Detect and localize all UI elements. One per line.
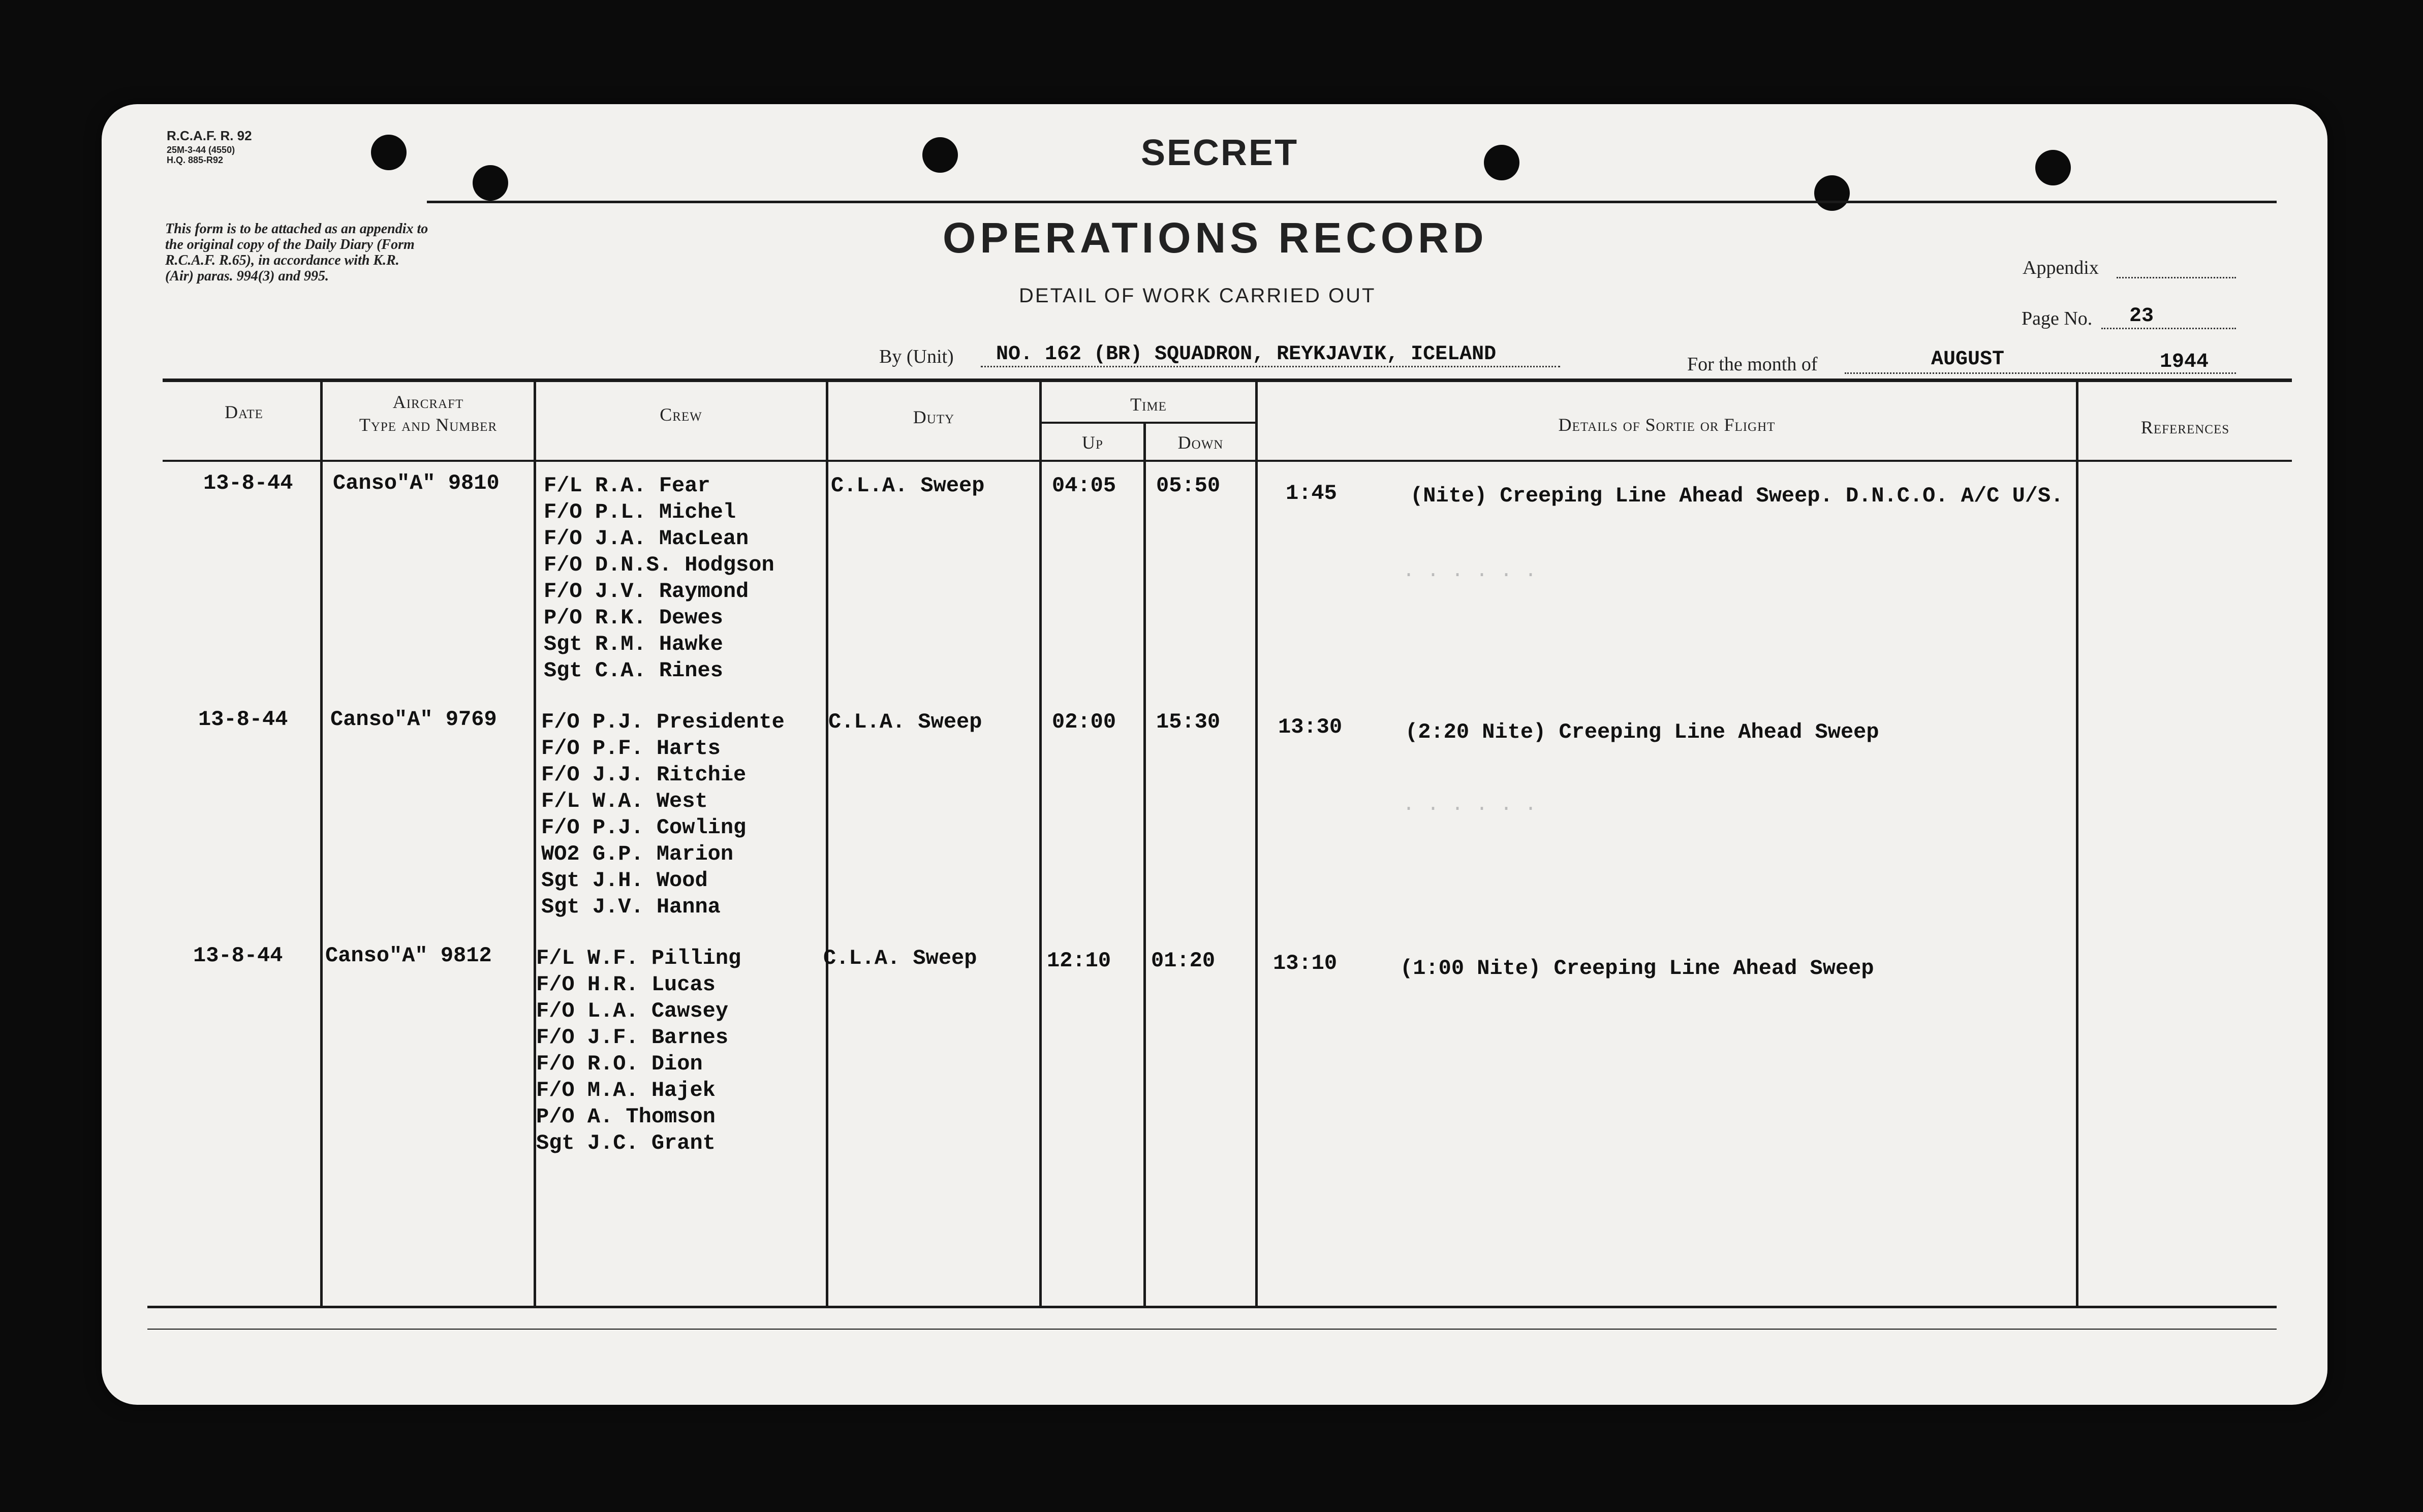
col-header-details: Details of Sortie or Flight xyxy=(1558,415,1776,435)
col-divider xyxy=(2076,381,2078,1306)
crew-member: P/O A. Thomson xyxy=(536,1105,716,1129)
table-row-duty: C.L.A. Sweep xyxy=(828,710,982,734)
top-rule xyxy=(427,201,2277,203)
crew-member: F/O J.A. MacLean xyxy=(544,526,749,551)
crew-member: Sgt R.M. Hawke xyxy=(544,632,723,656)
col-header-aircraft: Aircraft xyxy=(392,392,464,412)
col-header-references: References xyxy=(2140,417,2230,437)
header-bottom-rule xyxy=(163,460,2292,462)
table-row-up: 04:05 xyxy=(1052,474,1116,498)
col-header-date: Date xyxy=(225,402,263,422)
table-row-duty: C.L.A. Sweep xyxy=(823,946,977,970)
table-row-details: (2:20 Nite) Creeping Line Ahead Sweep xyxy=(1405,720,1879,744)
crew-member: F/L W.A. West xyxy=(541,789,708,813)
col-divider xyxy=(320,381,323,1306)
unit-field xyxy=(981,366,1560,367)
crew-member: WO2 G.P. Marion xyxy=(541,842,734,866)
table-row-aircraft: Canso"A" 9810 xyxy=(333,471,500,495)
page-no-value: 23 xyxy=(2129,305,2154,328)
bleed-through-text: · · · · · · xyxy=(1403,564,1537,587)
instruction-note: This form is to be attached as an appendix to the original copy of the Daily Diary (Form R.C.A.F. R.65), in accordance with K.R. (Air) paras. 994(3) and 995. xyxy=(165,221,428,284)
unit-value: NO. 162 (BR) SQUADRON, REYKJAVIK, ICELAND xyxy=(996,343,1497,366)
page-no-field xyxy=(2101,328,2236,329)
year-value: 1944 xyxy=(2160,351,2209,373)
month-label: For the month of xyxy=(1687,354,1818,375)
col-header-aircraft-sub: Type and Number xyxy=(359,415,498,435)
crew-list xyxy=(544,472,774,684)
crew-member: F/O D.N.S. Hodgson xyxy=(544,553,774,577)
crew-member: F/L R.A. Fear xyxy=(544,474,710,498)
col-header-crew: Crew xyxy=(660,404,702,425)
crew-member: F/O P.J. Presidente xyxy=(541,710,785,734)
punch-hole xyxy=(371,135,407,170)
bleed-through-text: · · · · · · xyxy=(1403,798,1537,821)
table-row-duty: C.L.A. Sweep xyxy=(831,474,985,498)
table-row-date: 13-8-44 xyxy=(203,471,293,495)
col-divider xyxy=(826,381,828,1306)
col-header-time: Time xyxy=(1130,394,1167,415)
col-divider xyxy=(1255,381,1258,1306)
table-top-rule xyxy=(163,379,2292,382)
punch-hole xyxy=(1814,175,1850,211)
table-row-down: 15:30 xyxy=(1156,710,1221,734)
punch-hole xyxy=(2035,150,2071,185)
table-row-up: 12:10 xyxy=(1047,949,1111,973)
crew-list xyxy=(536,945,741,1156)
col-divider xyxy=(1039,381,1042,1306)
table-row-duration: 13:10 xyxy=(1273,951,1338,975)
punch-hole xyxy=(922,137,958,173)
table-row-aircraft: Canso"A" 9769 xyxy=(330,707,497,732)
punch-hole xyxy=(1484,145,1519,180)
crew-member: F/O M.A. Hajek xyxy=(536,1078,716,1102)
table-row-details: (Nite) Creeping Line Ahead Sweep. D.N.C.O. A/C U/S. xyxy=(1410,484,2064,508)
appendix-field xyxy=(2117,277,2236,278)
crew-member: F/O P.J. Cowling xyxy=(541,815,747,840)
crew-member: F/O R.O. Dion xyxy=(536,1052,703,1076)
classification-stamp: SECRET xyxy=(1141,133,1299,173)
col-divider xyxy=(1143,422,1146,1306)
col-header-duty: Duty xyxy=(913,407,955,427)
crew-member: Sgt C.A. Rines xyxy=(544,658,723,683)
table-bottom-rule-2 xyxy=(147,1329,2277,1330)
month-value: AUGUST xyxy=(1931,348,2005,371)
time-sub-rule xyxy=(1039,422,1255,424)
page-title: OPERATIONS RECORD xyxy=(943,214,1488,262)
table-row-details: (1:00 Nite) Creeping Line Ahead Sweep xyxy=(1400,956,1874,981)
crew-member: Sgt J.V. Hanna xyxy=(541,895,721,919)
crew-member: F/O H.R. Lucas xyxy=(536,972,716,997)
crew-member: F/O P.L. Michel xyxy=(544,500,736,524)
table-row-down: 05:50 xyxy=(1156,474,1221,498)
col-header-down: Down xyxy=(1177,432,1224,453)
table-bottom-rule xyxy=(147,1306,2277,1308)
table-row-date: 13-8-44 xyxy=(193,943,283,968)
operations-record-card xyxy=(102,104,2327,1405)
crew-member: Sgt J.H. Wood xyxy=(541,868,708,893)
table-row-duration: 1:45 xyxy=(1286,481,1337,506)
form-code: R.C.A.F. R. 92 xyxy=(167,128,252,143)
table-row-date: 13-8-44 xyxy=(198,707,288,732)
appendix-label: Appendix xyxy=(2023,257,2099,278)
crew-member: F/O P.F. Harts xyxy=(541,736,721,761)
table-row-down: 01:20 xyxy=(1151,949,1216,973)
punch-hole xyxy=(473,165,508,201)
table-row-up: 02:00 xyxy=(1052,710,1116,734)
form-code-sub2: H.Q. 885-R92 xyxy=(167,155,224,165)
unit-label: By (Unit) xyxy=(879,346,954,367)
table-row-duration: 13:30 xyxy=(1278,715,1343,739)
col-header-up: Up xyxy=(1082,432,1103,453)
col-divider xyxy=(534,381,536,1306)
table-row-aircraft: Canso"A" 9812 xyxy=(325,943,492,968)
form-code-sub1: 25M-3-44 (4550) xyxy=(167,145,235,155)
page-no-label: Page No. xyxy=(2022,308,2093,329)
crew-member: P/O R.K. Dewes xyxy=(544,606,723,630)
crew-member: F/O J.V. Raymond xyxy=(544,579,749,604)
page-subtitle: DETAIL OF WORK CARRIED OUT xyxy=(1019,285,1376,307)
crew-member: F/O J.F. Barnes xyxy=(536,1025,729,1050)
crew-member: F/O L.A. Cawsey xyxy=(536,999,729,1023)
crew-member: F/O J.J. Ritchie xyxy=(541,763,747,787)
crew-member: F/L W.F. Pilling xyxy=(536,946,741,970)
crew-member: Sgt J.C. Grant xyxy=(536,1131,716,1155)
crew-list xyxy=(541,709,785,920)
